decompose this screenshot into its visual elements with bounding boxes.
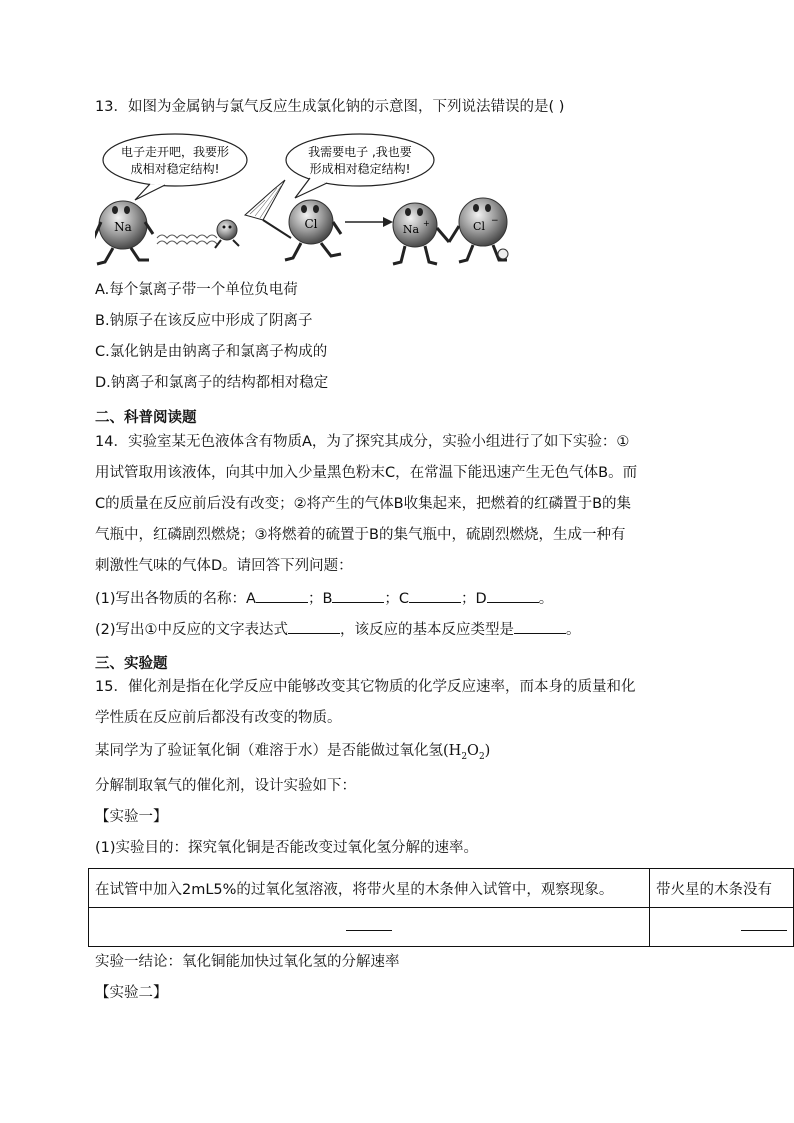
electron-motion-lines	[157, 235, 217, 244]
table-row	[89, 869, 794, 908]
q15-line-2: 学性质在反应前后都没有改变的物质。	[95, 710, 342, 726]
q14-sub1-b: ；B	[307, 591, 333, 607]
q15-line-4: 分解制取氧气的催化剂，设计实验如下：	[95, 778, 356, 794]
table-cell-observation: 带火星的木条没有	[650, 869, 794, 908]
speech-bubble-na	[103, 134, 247, 200]
section-3-heading: 三、实验题	[95, 656, 168, 672]
answer-blank-expression[interactable]	[288, 619, 340, 634]
reaction-arrow	[345, 217, 393, 227]
q13-option-d: D.钠离子和氯离子的结构都相对稳定	[95, 375, 329, 391]
q14-sub1-c: ；C	[384, 591, 410, 607]
q14-sub1-d: ；D	[461, 591, 487, 607]
bubble-na-line1: 电子走开吧，我要形	[120, 145, 230, 159]
label-na-ion-charge: +	[423, 219, 430, 228]
q15-line-3	[95, 741, 490, 767]
experiment-1-conclusion: 实验一结论：氧化铜能加快过氧化氢的分解速率	[95, 954, 400, 970]
q14-sub1-prefix: (1)写出各物质的名称：A	[95, 591, 256, 607]
table-row	[89, 908, 794, 947]
q14-sub2-mid: ，该反应的基本反应类型是	[340, 622, 515, 638]
q14-line-2: 用试管取用该液体，向其中加入少量黑色粉末C，在常温下能迅速产生无色气体B。而	[95, 465, 638, 481]
q14-sub2-prefix: (2)写出①中反应的文字表达式	[95, 622, 289, 638]
label-na-ion: Na	[402, 223, 420, 236]
electron-character	[215, 220, 239, 248]
label-cl: Cl	[304, 217, 318, 231]
q13-option-b: B.钠原子在该反应中形成了阴离子	[95, 313, 313, 329]
q14-line-1: 14．实验室某无色液体含有物质A，为了探究其成分，实验小组进行了如下实验：①	[95, 434, 630, 450]
label-cl-ion: Cl	[473, 220, 485, 233]
sodium-ion-character	[393, 203, 449, 264]
q14-sub2	[95, 619, 581, 640]
q14-line-3: C的质量在反应前后没有改变；②将产生的气体B收集起来，把燃着的红磷置于B的集	[95, 496, 632, 512]
experiment-2-title: 【实验二】	[95, 985, 168, 1001]
answer-blank-table-1[interactable]	[346, 930, 392, 931]
chloride-ion-character	[449, 198, 508, 262]
sodium-chlorine-illustration	[95, 130, 525, 275]
answer-blank-b[interactable]	[332, 588, 384, 603]
chlorine-atom-character	[285, 200, 341, 260]
bubble-cl-line1: 我需要电子 ,我也要	[308, 145, 412, 159]
q14-sub1	[95, 588, 553, 609]
q14-line-5: 刺激性气味的气体D。请回答下列问题：	[95, 558, 353, 574]
answer-blank-d[interactable]	[487, 588, 539, 603]
table-cell-blank	[650, 908, 794, 947]
q13-stem: 13．如图为金属钠与氯气反应生成氯化钠的示意图，下列说法错误的是( )	[95, 99, 565, 115]
table-cell-procedure: 在试管中加入2mL5%的过氧化氢溶液，将带火星的木条伸入试管中，观察现象。	[89, 869, 650, 908]
speech-bubble-cl	[286, 134, 434, 198]
label-cl-ion-charge: −	[491, 216, 499, 226]
experiment-table	[88, 868, 794, 947]
q14-line-4: 气瓶中，红磷剧烈燃烧；③将燃着的硫置于B的集气瓶中，硫剧烈燃烧，生成一种有	[95, 527, 626, 543]
answer-blank-reaction-type[interactable]	[514, 619, 566, 634]
answer-blank-table-2[interactable]	[741, 930, 787, 931]
answer-blank-a[interactable]	[256, 588, 308, 603]
label-na: Na	[114, 220, 132, 234]
section-2-heading: 二、科普阅读题	[95, 410, 197, 426]
q15-line-3-text: 某同学为了验证氧化铜（难溶于水）是否能做过氧化氢	[95, 743, 443, 759]
table-cell-blank	[89, 908, 650, 947]
experiment-1-title: 【实验一】	[95, 809, 168, 825]
q13-option-c: C.氯化钠是由钠离子和氯离子构成的	[95, 344, 328, 360]
bubble-na-line2: 成相对稳定结构!	[130, 162, 220, 176]
butterfly-net	[245, 180, 291, 238]
sodium-atom-character	[95, 201, 153, 264]
q15-line-1: 15．催化剂是指在化学反应中能够改变其它物质的化学反应速率，而本身的质量和化	[95, 679, 636, 695]
q14-sub2-end: 。	[566, 622, 581, 638]
q14-sub1-end: 。	[538, 591, 554, 607]
experiment-1-purpose: (1)实验目的：探究氧化铜是否能改变过氧化氢分解的速率。	[95, 840, 479, 856]
answer-blank-c[interactable]	[409, 588, 461, 603]
h2o2-formula: $(H_2O_2)$	[443, 743, 491, 762]
bubble-cl-line2: 形成相对稳定结构!	[309, 162, 411, 176]
q13-option-a: A.每个氯离子带一个单位负电荷	[95, 282, 298, 298]
